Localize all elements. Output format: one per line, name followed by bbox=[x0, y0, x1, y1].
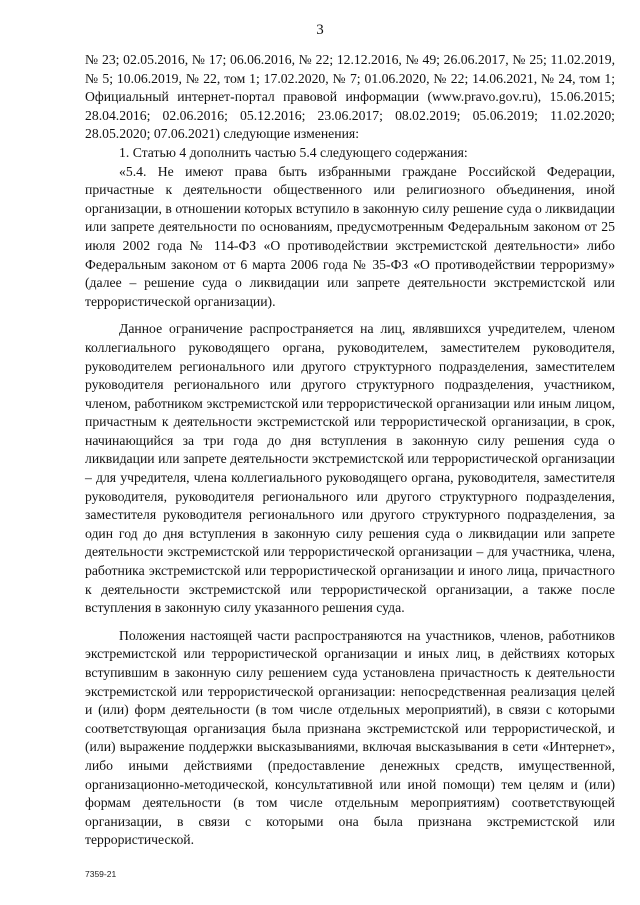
paragraph-provisions-apply: Положения настоящей части распространяются на участников, членов, работников экстремистской или террористической организации и иных лиц, в действиях которых вступившим в законную силу решением суда установлена причастность к деятельности экстремистской или террористической организации: непосредственная реализация целей и (или) форм деятельности (в том числе отдельных мероприятий), в связи с которыми соответствующая организация была признана экстремистской или террористической, и (или) выражение поддержки высказываниями, включая высказывания в сети «Интернет», либо иными действиями (предоставление денежных средств, имущественной, организационно-методической, консультативной или иной помощи) тем целям и (или) формам деятельности (в том числе отдельным мероприятиям) соответствующей организации, в связи с которыми она была признана экстремистской или террористической. bbox=[85, 627, 615, 848]
paragraph-article-4-amendment: 1. Статью 4 дополнить частью 5.4 следующего содержания: bbox=[119, 144, 468, 160]
page-number: 3 bbox=[316, 22, 324, 38]
document-code: 7359-21 bbox=[85, 869, 117, 879]
paragraph-sources-continuation: № 23; 02.05.2016, № 17; 06.06.2016, № 22; 12.12.2016, № 49; 26.06.2017, № 25; 11.02.2019, № 5; 10.06.2019, № 22, том 1; 17.02.2020, № 7; 01.06.2020, № 22; 14.06.2021, № 24, том 1; Официальный интернет-портал правовой информации (www.pravo.gov.ru), 15.06.2015; 28.04.2016; 02.06.2016; 05.12.2016; 23.06.2017; 08.02.2019; 05.06.2019; 11.02.2020; 28.05.2020; 07.06.2021) следующие изменения: bbox=[85, 52, 615, 142]
paragraph-part-5-4: «5.4. Не имеют права быть избранными граждане Российской Федерации, причастные к деятельности общественного или религиозного объединения, иной организации, в отношении которых вступило в законную силу решение суда о ликвидации или запрете деятельности по основаниям, предусмотренным Федеральным законом от 25 июля 2002 года № 114-ФЗ «О противодействии экстремистской деятельности» либо Федеральным законом от 6 марта 2006 года № 35-ФЗ «О противодействии терроризму» (далее – решение суда о ликвидации или запрете деятельности экстремистской или террористической организации). bbox=[85, 163, 615, 309]
paragraph-restriction-scope: Данное ограничение распространяется на лиц, являвшихся учредителем, членом коллегиального руководящего органа, руководителем, заместителем руководителя, руководителем регионального или другого структурного подразделения, заместителем руководителя регионального или другого структурного подразделения, участником, членом, работником экстремистской или террористической организации или иным лицом, причастным к деятельности экстремистской или террористической организации, в срок, начинающийся за три года до дня вступления в законную силу решения суда о ликвидации или запрете деятельности экстремистской или террористической организации – для учредителя, члена коллегиального руководящего органа, руководителя, заместителя руководителя, руководителя регионального или другого структурного подразделения, заместителя руководителя регионального или другого структурного подразделения, за один год до дня вступления в законную силу решения суда о ликвидации или запрете деятельности экстремистской или террористической организации – для участника, члена, работника экстремистской или террористической организации и иного лица, причастного к деятельности экстремистской или террористической организации, а также после вступления в законную силу указанного решения суда. bbox=[85, 321, 615, 616]
document-body bbox=[85, 51, 615, 850]
